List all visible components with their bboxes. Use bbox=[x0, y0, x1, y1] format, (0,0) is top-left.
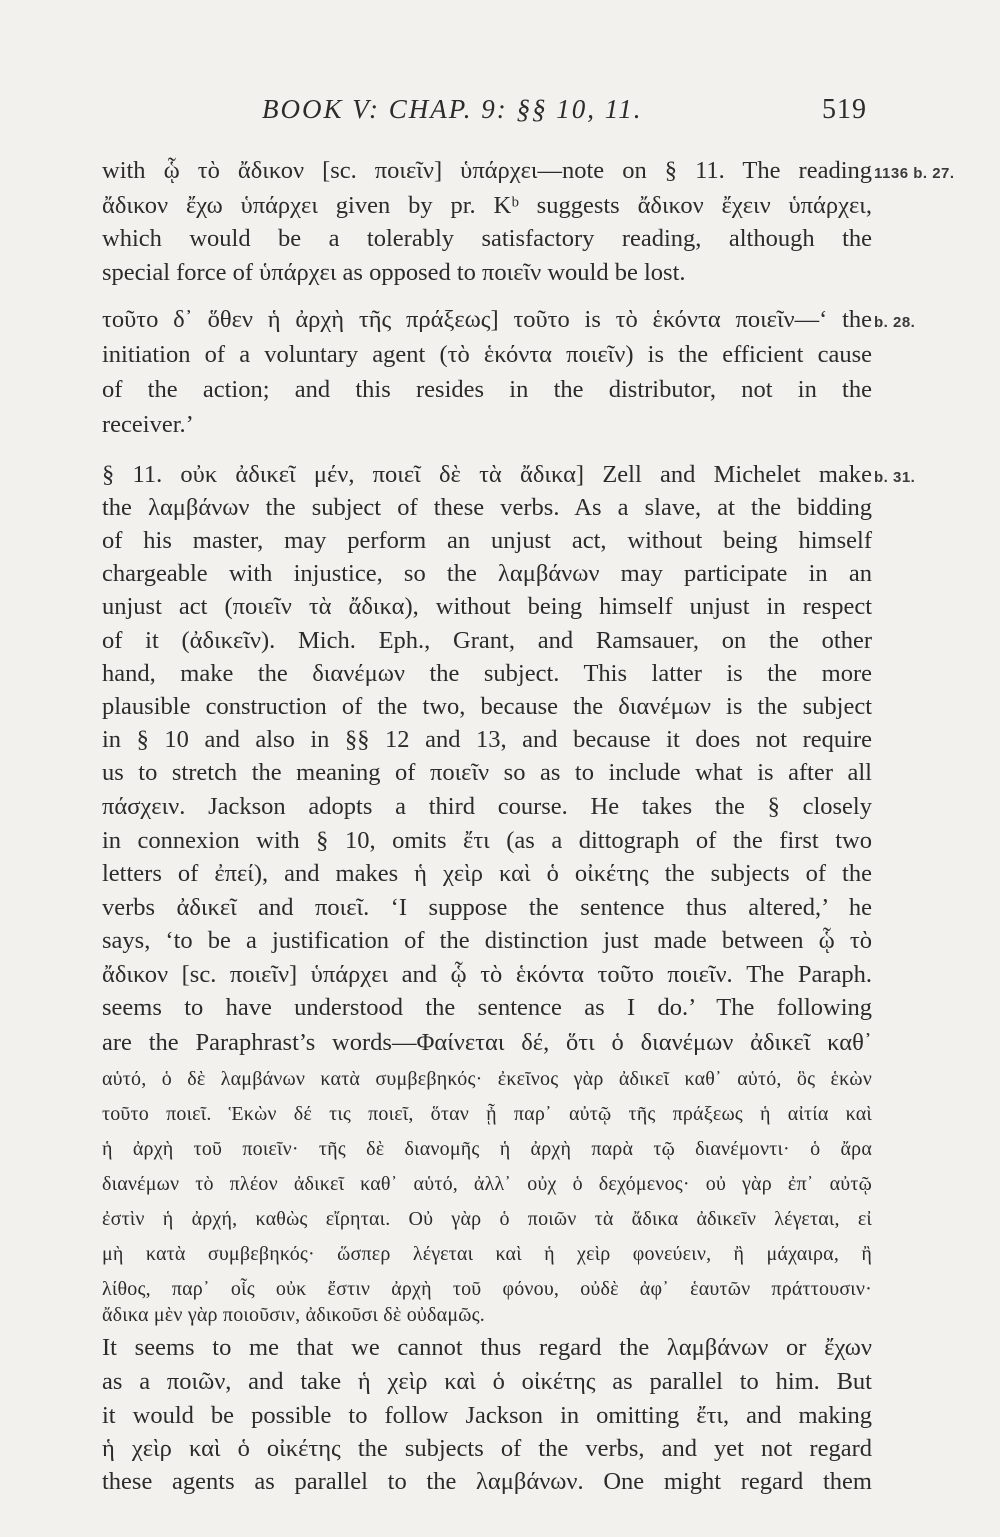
text-line: chargeable with injustice, so the λαμβάνων may participate in an bbox=[102, 560, 872, 587]
greek-quote-line: τοῦτο ποιεῖ. Ἑκὼν δέ τις ποιεῖ, ὅταν ᾖ παρ᾽ αὐτῷ τῆς πράξεως ἡ αἰτία καὶ bbox=[102, 1103, 872, 1125]
text-line: are the Paraphrast’s words—Φαίνεται δέ, ὅτι ὁ διανέμων ἀδικεῖ καθ᾽ bbox=[102, 1029, 872, 1056]
text-line: in connexion with § 10, omits ἔτι (as a dittograph of the first two bbox=[102, 827, 872, 854]
text-line: special force of ὑπάρχει as opposed to ποιεῖν would be lost. bbox=[102, 259, 686, 286]
marginal-reference: 1136 b. 27. bbox=[874, 165, 955, 182]
text-line: with ᾧ τὸ ἄδικον [sc. ποιεῖν] ὑπάρχει—note on § 11. The reading bbox=[102, 157, 872, 184]
text-line: § 11. οὐκ ἀδικεῖ μέν, ποιεῖ δὲ τὰ ἄδικα] Zell and Michelet make bbox=[102, 461, 872, 488]
greek-quote-line: ἡ ἀρχὴ τοῦ ποιεῖν· τῆς δὲ διανομῆς ἡ ἀρχὴ παρὰ τῷ διανέμοντι· ὁ ἄρα bbox=[102, 1138, 872, 1160]
text-line: seems to have understood the sentence as I do.’ The following bbox=[102, 994, 872, 1021]
greek-quote-line: λίθος, παρ᾽ οἷς οὐκ ἔστιν ἀρχὴ τοῦ φόνου, οὐδὲ ἀφ᾽ ἑαυτῶν πράττουσιν· bbox=[102, 1278, 872, 1300]
text-line: unjust act (ποιεῖν τὰ ἄδικα), without being himself unjust in respect bbox=[102, 593, 872, 620]
text-line: the λαμβάνων the subject of these verbs. As a slave, at the bidding bbox=[102, 494, 872, 521]
text-line: It seems to me that we cannot thus regard the λαμβάνων or ἔχων bbox=[102, 1334, 872, 1361]
greek-quote-line: ἄδικα μὲν γὰρ ποιοῦσιν, ἀδικοῦσι δὲ οὐδαμῶς. bbox=[102, 1304, 485, 1326]
text-line: ἡ χεὶρ καὶ ὁ οἰκέτης the subjects of the verbs, and yet not regard bbox=[102, 1435, 872, 1462]
text-line: initiation of a voluntary agent (τὸ ἑκόντα ποιεῖν) is the efficient cause bbox=[102, 341, 872, 368]
marginal-reference: b. 28. bbox=[874, 314, 916, 331]
text-line: hand, make the διανέμων the subject. This latter is the more bbox=[102, 660, 872, 687]
text-line: plausible construction of the two, because the διανέμων is the subject bbox=[102, 693, 872, 720]
text-line: ἄδικον [sc. ποιεῖν] ὑπάρχει and ᾧ τὸ ἑκόντα τοῦτο ποιεῖν. The Paraph. bbox=[102, 961, 872, 988]
text-line: of the action; and this resides in the distributor, not in the bbox=[102, 376, 872, 403]
marginal-reference: b. 31. bbox=[874, 469, 916, 486]
text-line: of his master, may perform an unjust act, without being himself bbox=[102, 527, 872, 554]
greek-quote-line: ἐστὶν ἡ ἀρχή, καθὼς εἴρηται. Οὐ γὰρ ὁ ποιῶν τὰ ἄδικα ἀδικεῖν λέγεται, εἰ bbox=[102, 1208, 872, 1230]
text-line: us to stretch the meaning of ποιεῖν so as to include what is after all bbox=[102, 759, 872, 786]
text-line: verbs ἀδικεῖ and ποιεῖ. ‘I suppose the sentence thus altered,’ he bbox=[102, 894, 872, 921]
running-head: BOOK V: CHAP. 9: §§ 10, 11. bbox=[262, 94, 643, 124]
page-number: 519 bbox=[822, 94, 867, 125]
text-line: these agents as parallel to the λαμβάνων. One might regard them bbox=[102, 1468, 872, 1495]
text-line: says, ‘to be a justification of the distinction just made between ᾧ τὸ bbox=[102, 927, 872, 954]
text-line: as a ποιῶν, and take ἡ χεὶρ καὶ ὁ οἰκέτης as parallel to him. But bbox=[102, 1368, 872, 1395]
greek-quote-line: διανέμων τὸ πλέον ἀδικεῖ καθ᾽ αὑτό, ἀλλ᾽ οὐχ ὁ δεχόμενος· οὐ γὰρ ἐπ᾽ αὐτῷ bbox=[102, 1173, 872, 1195]
text-line: it would be possible to follow Jackson in omitting ἔτι, and making bbox=[102, 1402, 872, 1429]
text-line: in § 10 and also in §§ 12 and 13, and because it does not require bbox=[102, 726, 872, 753]
text-line: receiver.’ bbox=[102, 411, 194, 438]
text-line: πάσχειν. Jackson adopts a third course. He takes the § closely bbox=[102, 793, 872, 820]
greek-quote-line: μὴ κατὰ συμβεβηκός· ὥσπερ λέγεται καὶ ἡ χεὶρ φονεύειν, ἢ μάχαιρα, ἢ bbox=[102, 1243, 872, 1265]
text-line: ἄδικον ἔχω ὑπάρχει given by pr. Kᵇ suggests ἄδικον ἔχειν ὑπάρχει, bbox=[102, 192, 872, 219]
text-line: letters of ἐπεί), and makes ἡ χεὶρ καὶ ὁ οἰκέτης the subjects of the bbox=[102, 860, 872, 887]
page-header bbox=[0, 94, 1000, 134]
greek-quote-line: αὑτό, ὁ δὲ λαμβάνων κατὰ συμβεβηκός· ἐκεῖνος γὰρ ἀδικεῖ καθ᾽ αὑτό, ὃς ἑκὼν bbox=[102, 1068, 872, 1090]
text-line: of it (ἀδικεῖν). Mich. Eph., Grant, and Ramsauer, on the other bbox=[102, 627, 872, 654]
text-line: τοῦτο δ᾽ ὅθεν ἡ ἀρχὴ τῆς πράξεως] τοῦτο is τὸ ἑκόντα ποιεῖν—‘ the bbox=[102, 306, 872, 333]
text-line: which would be a tolerably satisfactory reading, although the bbox=[102, 225, 872, 252]
